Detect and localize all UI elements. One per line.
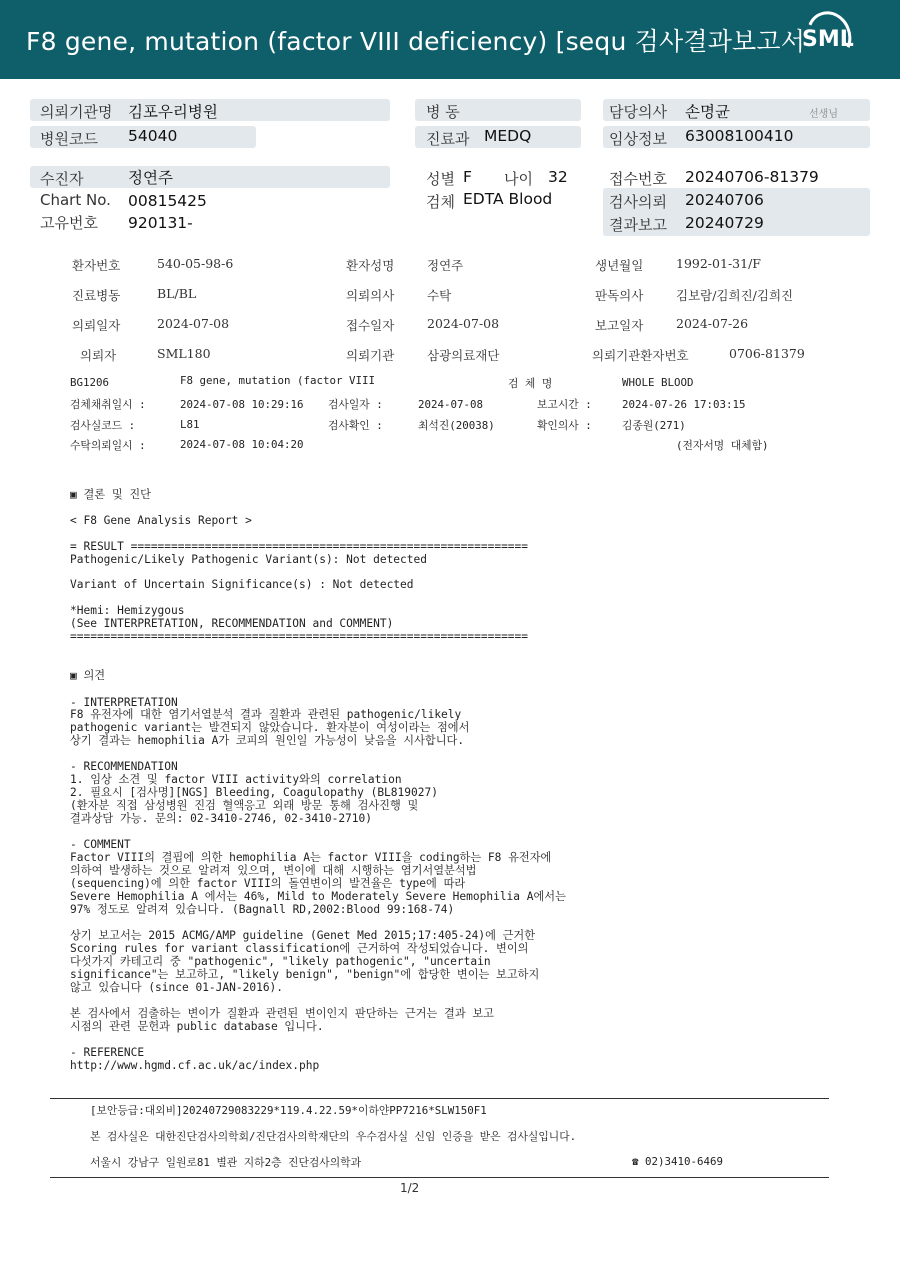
reading-doctor-value: 김보람/김희진/김희진 xyxy=(676,288,794,303)
dob-value: 1992-01-31/F xyxy=(676,256,761,271)
req-date-label: 의뢰일자 xyxy=(72,318,121,333)
result-line: = RESULT =========================================================== xyxy=(70,540,529,553)
doctor-value: 손명균 xyxy=(685,103,730,121)
patient-label: 수진자 xyxy=(40,170,84,188)
age-label: 나이 xyxy=(504,170,533,188)
sex-label: 성별 xyxy=(426,170,455,188)
report-time-value: 2024-07-26 17:03:15 xyxy=(622,398,746,411)
requester-value: SML180 xyxy=(157,346,211,361)
recommendation-heading: - RECOMMENDATION xyxy=(70,760,178,773)
receipt-date-value: 2024-07-08 xyxy=(427,316,500,331)
section-conclusion: ▣ 결론 및 진단 xyxy=(70,488,151,501)
recommendation-line: 1. 임상 소견 및 factor VIII activity와의 correlation xyxy=(70,773,402,786)
collect-value: 2024-07-08 10:29:16 xyxy=(180,398,304,411)
inst-patient-no-value: 0706-81379 xyxy=(729,346,805,361)
comment-line: 다섯가지 카테고리 중 "pathogenic", "likely pathogenic", "uncertain xyxy=(70,955,491,968)
certification-note: 본 검사실은 대한진단검사의학회/진단검사의학재단의 우수검사실 신임 인증을 받은 검사실입니다. xyxy=(90,1130,577,1143)
chart-no-label: Chart No. xyxy=(40,191,111,209)
comment-line: (sequencing)에 의한 factor VIII의 돌연변이의 발견율은 type에 따라 xyxy=(70,877,466,890)
requester-label: 의뢰자 xyxy=(80,348,117,363)
dob-label: 생년월일 xyxy=(595,258,644,273)
test-date-value: 2024-07-08 xyxy=(418,398,484,411)
test-code: BG1206 xyxy=(70,376,110,389)
report-ward-value: BL/BL xyxy=(157,286,197,301)
report-subtitle: < F8 Gene Analysis Report > xyxy=(70,514,252,527)
comment-line: 시점의 관련 문헌과 public database 입니다. xyxy=(70,1020,324,1033)
phone-number: ☎ 02)3410-6469 xyxy=(632,1155,724,1168)
patient-name-value: 정연주 xyxy=(427,258,464,273)
inst-patient-no-label: 의뢰기관환자번호 xyxy=(592,348,689,363)
req-inst-value: 삼광의료재단 xyxy=(427,348,500,363)
comment-line: 97% 정도로 알려져 있습니다. (Bagnall RD,2002:Blood 99:168-74) xyxy=(70,903,455,916)
report-time-label: 보고시간 : xyxy=(537,398,592,411)
report-date-value: 20240729 xyxy=(685,214,764,232)
patient-row xyxy=(30,166,390,188)
receipt-date-label: 접수일자 xyxy=(346,318,395,333)
page-number: 1/2 xyxy=(400,1181,420,1195)
reference-heading: - REFERENCE xyxy=(70,1046,145,1059)
reading-doctor-label: 판독의사 xyxy=(595,288,644,303)
test-date-label: 검사일자 : xyxy=(328,398,383,411)
recommendation-line: 2. 필요시 [검사명][NGS] Bleeding, Coagulopathy (BL819027) xyxy=(70,786,438,799)
result-end-line: ==================================================================== xyxy=(70,630,529,643)
comment-line: 본 검사에서 검출하는 변이가 질환과 관련된 변이인지 판단하는 근거는 결과 보고 xyxy=(70,1007,494,1020)
report-date-label: 결과보고 xyxy=(609,216,667,234)
footer-divider-top xyxy=(50,1098,829,1099)
doctor-suffix: 선생님 xyxy=(809,109,838,120)
receipt-no-value: 20240706-81379 xyxy=(685,168,819,186)
receive-value: 2024-07-08 10:04:20 xyxy=(180,438,304,451)
institution-label: 의뢰기관명 xyxy=(40,103,113,121)
report-date2-label: 보고일자 xyxy=(595,318,644,333)
result-hemi: *Hemi: Hemizygous xyxy=(70,604,185,617)
reference-link[interactable]: http://www.hgmd.cf.ac.uk/ac/index.php xyxy=(70,1059,320,1072)
report-title: F8 gene, mutation (factor VIII deficiency) [sequ 검사결과보고서 xyxy=(26,27,806,56)
unique-no-value: 920131- xyxy=(128,214,193,232)
req-doctor-label: 의뢰의사 xyxy=(346,288,395,303)
hospital-code-label: 병원코드 xyxy=(40,130,98,148)
dept-label: 진료과 xyxy=(426,130,470,148)
esign-note: (전자서명 대체함) xyxy=(676,439,769,452)
specimen-label: 검체 xyxy=(426,193,455,211)
address-text: 서울시 강남구 일원로81 별관 지하2층 진단검사의학과 xyxy=(90,1156,362,1169)
security-line: [보안등급:대외비]20240729083229*119.4.22.59*이하얀PP7216*SLW150F1 xyxy=(90,1104,487,1117)
comment-line: 의하여 발생하는 것으로 알려져 있으며, 변이에 대해 시행하는 염기서열분석법 xyxy=(70,864,477,877)
interpretation-line: F8 유전자에 대한 염기서열분석 결과 질환과 관련된 pathogenic/likely xyxy=(70,708,462,721)
confirm-value: 김종원(271) xyxy=(622,419,686,432)
unique-no-label: 고유번호 xyxy=(40,214,98,232)
lab-code-label: 검사실코드 : xyxy=(70,419,136,432)
report-ward-label: 진료병동 xyxy=(72,288,121,303)
request-date-label: 검사의뢰 xyxy=(609,193,667,211)
comment-line: Severe Hemophilia A 에서는 46%, Mild to Moderately Severe Hemophilia A에서는 xyxy=(70,890,566,903)
result-vus: Variant of Uncertain Significance(s) : Not detected xyxy=(70,578,414,591)
ward-label: 병 동 xyxy=(426,103,460,121)
report-date2-value: 2024-07-26 xyxy=(676,316,749,331)
dept-value: MEDQ xyxy=(484,127,532,145)
tester-value: 최석진(20038) xyxy=(418,419,495,432)
comment-line: Scoring rules for variant classification에 근거하여 작성되었습니다. 변이의 xyxy=(70,942,529,955)
logo-text: SML xyxy=(802,27,854,52)
comment-line: 않고 있습니다 (since 01-JAN-2016). xyxy=(70,981,284,994)
footer-divider-bottom xyxy=(50,1177,829,1178)
tester-label: 검사확인 : xyxy=(328,419,383,432)
sex-value: F xyxy=(463,168,472,186)
comment-heading: - COMMENT xyxy=(70,838,131,851)
comment-line: significance"는 보고하고, "likely benign", "benign"에 합당한 변이는 보고하지 xyxy=(70,968,540,981)
req-inst-label: 의뢰기관 xyxy=(346,348,395,363)
req-doctor-value: 수탁 xyxy=(427,288,452,303)
specimen-name-value: WHOLE BLOOD xyxy=(622,376,694,389)
patient-no-value: 540-05-98-6 xyxy=(157,256,234,271)
interpretation-heading: - INTERPRETATION xyxy=(70,696,178,709)
page-header xyxy=(0,0,900,79)
clinical-label: 임상정보 xyxy=(609,130,667,148)
comment-line: Factor VIII의 결핍에 의한 hemophilia A는 factor VIII을 coding하는 F8 유전자에 xyxy=(70,851,552,864)
specimen-name-label: 검 체 명 xyxy=(508,377,553,390)
institution-value: 김포우리병원 xyxy=(128,103,218,121)
request-date-value: 20240706 xyxy=(685,191,764,209)
recommendation-line: (환자분 직접 삼성병원 진검 혈액응고 외래 방문 통해 검사진행 및 xyxy=(70,799,419,812)
patient-no-label: 환자번호 xyxy=(72,258,121,273)
recommendation-line: 결과상담 가능. 문의: 02-3410-2746, 02-3410-2710) xyxy=(70,812,372,825)
comment-line: 상기 보고서는 2015 ACMG/AMP guideline (Genet Med 2015;17:405-24)에 근거한 xyxy=(70,929,536,942)
receive-label: 수탁의뢰일시 : xyxy=(70,439,146,452)
confirm-label: 확인의사 : xyxy=(537,419,592,432)
interpretation-line: 상기 결과는 hemophilia A가 코피의 원인일 가능성이 낮음을 시사합니다. xyxy=(70,734,465,747)
clinical-value: 63008100410 xyxy=(685,127,794,145)
hospital-code-value: 54040 xyxy=(128,127,178,145)
req-date-value: 2024-07-08 xyxy=(157,316,230,331)
interpretation-line: pathogenic variant는 발견되지 않았습니다. 환자분이 여성이라는 점에서 xyxy=(70,721,470,734)
sml-logo xyxy=(795,11,857,67)
result-pathogenic: Pathogenic/Likely Pathogenic Variant(s): Not detected xyxy=(70,553,427,566)
section-opinion: ▣ 의견 xyxy=(70,669,106,682)
age-value: 32 xyxy=(548,168,568,186)
patient-name-label: 환자성명 xyxy=(346,258,395,273)
test-name: F8 gene, mutation (factor VIII xyxy=(180,374,376,387)
patient-value: 정연주 xyxy=(128,169,173,187)
doctor-label: 담당의사 xyxy=(609,103,667,121)
lab-code-value: L81 xyxy=(180,418,200,431)
collect-label: 검체채취일시 : xyxy=(70,398,146,411)
specimen-value: EDTA Blood xyxy=(463,190,553,208)
chart-no-value: 00815425 xyxy=(128,192,207,210)
result-see: (See INTERPRETATION, RECOMMENDATION and COMMENT) xyxy=(70,617,394,630)
receipt-no-label: 접수번호 xyxy=(609,170,667,188)
